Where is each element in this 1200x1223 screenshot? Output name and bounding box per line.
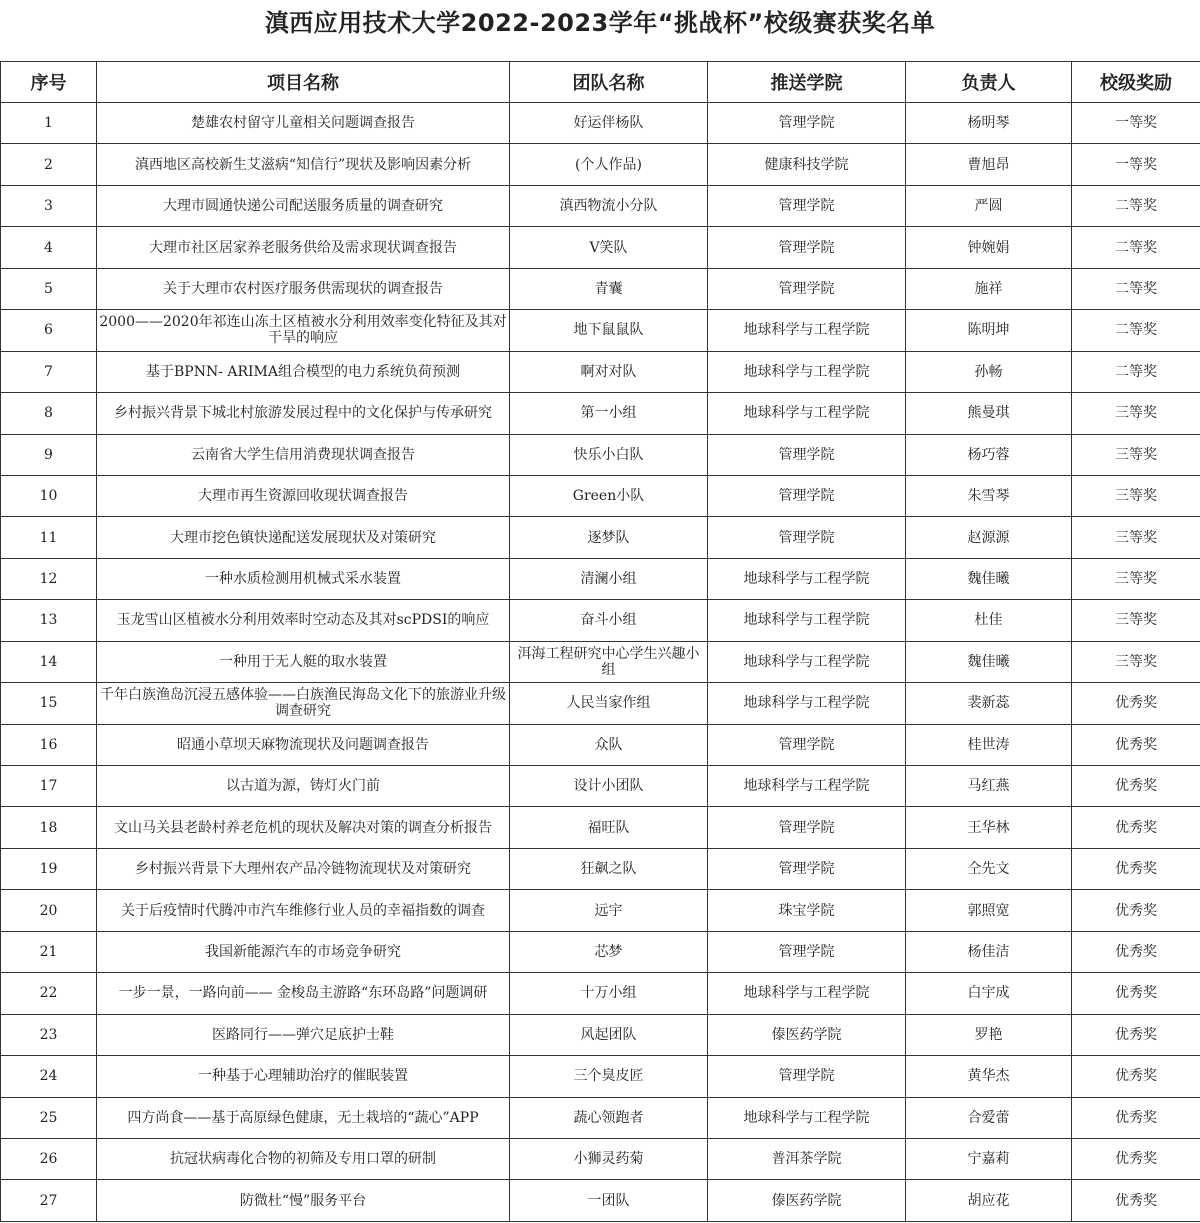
cell-team-name: 远宇: [510, 890, 708, 931]
cell-team-name: 地下鼠鼠队: [510, 310, 708, 351]
cell-leader: 杨佳洁: [906, 931, 1072, 972]
cell-college: 地球科学与工程学院: [708, 973, 906, 1014]
table-row: [1, 185, 1200, 226]
cell-college: 地球科学与工程学院: [708, 600, 906, 641]
cell-college: 管理学院: [708, 434, 906, 475]
cell-award: 优秀奖: [1072, 1180, 1200, 1222]
table-row: [1, 848, 1200, 889]
table-row: [1, 931, 1200, 972]
cell-project-name: 楚雄农村留守儿童相关问题调查报告: [97, 103, 510, 144]
cell-leader: 合爱蕾: [906, 1097, 1072, 1138]
cell-award: 二等奖: [1072, 351, 1200, 392]
cell-project-name: 滇西地区高校新生艾滋病“知信行”现状及影响因素分析: [97, 144, 510, 185]
cell-project-name: 一种水质检测用机械式采水装置: [97, 558, 510, 599]
cell-index: 5: [1, 268, 97, 309]
header-award: 校级奖励: [1072, 62, 1200, 103]
cell-team-name: 第一小组: [510, 393, 708, 434]
cell-team-name: 设计小团队: [510, 766, 708, 807]
cell-team-name: 小狮灵药菊: [510, 1138, 708, 1179]
table-row: [1, 434, 1200, 475]
cell-project-name: 四方尚食——基于高原绿色健康，无土栽培的“蔬心”APP: [97, 1097, 510, 1138]
table-row: [1, 1138, 1200, 1179]
table-row: [1, 1180, 1200, 1222]
table-row: [1, 973, 1200, 1014]
cell-project-name: 医路同行——弹穴足底护士鞋: [97, 1014, 510, 1055]
cell-index: 3: [1, 185, 97, 226]
cell-college: 管理学院: [708, 475, 906, 516]
cell-college: 地球科学与工程学院: [708, 393, 906, 434]
table-row: [1, 1056, 1200, 1097]
cell-award: 三等奖: [1072, 434, 1200, 475]
cell-award: 优秀奖: [1072, 1097, 1200, 1138]
cell-project-name: 大理市社区居家养老服务供给及需求现状调查报告: [97, 227, 510, 268]
cell-team-name: 奋斗小组: [510, 600, 708, 641]
cell-index: 17: [1, 766, 97, 807]
cell-leader: 王华林: [906, 807, 1072, 848]
cell-award: 优秀奖: [1072, 1138, 1200, 1179]
cell-college: 管理学院: [708, 1056, 906, 1097]
cell-college: 地球科学与工程学院: [708, 766, 906, 807]
cell-team-name: 芯梦: [510, 931, 708, 972]
table-row: [1, 766, 1200, 807]
cell-college: 地球科学与工程学院: [708, 641, 906, 682]
table-row: [1, 558, 1200, 599]
cell-award: 优秀奖: [1072, 890, 1200, 931]
cell-award: 三等奖: [1072, 558, 1200, 599]
cell-project-name: 文山马关县老龄村养老危机的现状及解决对策的调查分析报告: [97, 807, 510, 848]
cell-leader: 杜佳: [906, 600, 1072, 641]
cell-award: 三等奖: [1072, 600, 1200, 641]
cell-index: 22: [1, 973, 97, 1014]
cell-college: 地球科学与工程学院: [708, 351, 906, 392]
cell-project-name: 关于后疫情时代腾冲市汽车维修行业人员的幸福指数的调查: [97, 890, 510, 931]
table-row: [1, 641, 1200, 682]
cell-project-name: 防微杜“慢”服务平台: [97, 1180, 510, 1222]
cell-award: 三等奖: [1072, 641, 1200, 682]
cell-leader: 仝先文: [906, 848, 1072, 889]
cell-college: 管理学院: [708, 103, 906, 144]
header-team-name: 团队名称: [510, 62, 708, 103]
cell-leader: 曹旭昂: [906, 144, 1072, 185]
table-row: [1, 144, 1200, 185]
cell-index: 14: [1, 641, 97, 682]
cell-college: 地球科学与工程学院: [708, 310, 906, 351]
cell-leader: 宁嘉莉: [906, 1138, 1072, 1179]
cell-index: 6: [1, 310, 97, 351]
cell-award: 三等奖: [1072, 475, 1200, 516]
cell-team-name: 逐梦队: [510, 517, 708, 558]
cell-award: 优秀奖: [1072, 807, 1200, 848]
table-row: [1, 683, 1200, 724]
cell-leader: 桂世涛: [906, 724, 1072, 765]
award-table: [0, 61, 1200, 1222]
cell-project-name: 玉龙雪山区植被水分利用效率时空动态及其对scPDSI的响应: [97, 600, 510, 641]
cell-index: 25: [1, 1097, 97, 1138]
cell-college: 管理学院: [708, 807, 906, 848]
table-row: [1, 268, 1200, 309]
header-index: 序号: [1, 62, 97, 103]
cell-college: 地球科学与工程学院: [708, 1097, 906, 1138]
cell-college: 珠宝学院: [708, 890, 906, 931]
cell-project-name: 乡村振兴背景下大理州农产品冷链物流现状及对策研究: [97, 848, 510, 889]
cell-leader: 陈明坤: [906, 310, 1072, 351]
cell-award: 优秀奖: [1072, 766, 1200, 807]
cell-team-name: 风起团队: [510, 1014, 708, 1055]
cell-team-name: (个人作品): [510, 144, 708, 185]
cell-index: 26: [1, 1138, 97, 1179]
cell-college: 管理学院: [708, 724, 906, 765]
cell-award: 二等奖: [1072, 310, 1200, 351]
table-row: [1, 103, 1200, 144]
cell-college: 管理学院: [708, 268, 906, 309]
cell-college: 管理学院: [708, 517, 906, 558]
cell-project-name: 大理市再生资源回收现状调查报告: [97, 475, 510, 516]
cell-team-name: 福旺队: [510, 807, 708, 848]
cell-project-name: 一种基于心理辅助治疗的催眠装置: [97, 1056, 510, 1097]
cell-project-name: 2000——2020年祁连山冻土区植被水分利用效率变化特征及其对干旱的响应: [97, 310, 510, 351]
cell-award: 优秀奖: [1072, 683, 1200, 724]
cell-college: 管理学院: [708, 185, 906, 226]
cell-leader: 严圆: [906, 185, 1072, 226]
cell-leader: 魏佳曦: [906, 558, 1072, 599]
table-row: [1, 475, 1200, 516]
cell-award: 二等奖: [1072, 185, 1200, 226]
cell-index: 24: [1, 1056, 97, 1097]
table-row: [1, 310, 1200, 351]
cell-team-name: 人民当家作组: [510, 683, 708, 724]
cell-project-name: 抗冠状病毒化合物的初筛及专用口罩的研制: [97, 1138, 510, 1179]
table-row: [1, 1014, 1200, 1055]
cell-team-name: 啊对对队: [510, 351, 708, 392]
cell-leader: 魏佳曦: [906, 641, 1072, 682]
cell-leader: 胡应花: [906, 1180, 1072, 1222]
cell-leader: 熊曼琪: [906, 393, 1072, 434]
cell-index: 2: [1, 144, 97, 185]
cell-index: 9: [1, 434, 97, 475]
cell-project-name: 大理市圆通快递公司配送服务质量的调查研究: [97, 185, 510, 226]
table-row: [1, 1097, 1200, 1138]
cell-team-name: 快乐小白队: [510, 434, 708, 475]
cell-project-name: 千年白族渔岛沉浸五感体验——白族渔民海岛文化下的旅游业升级调查研究: [97, 683, 510, 724]
cell-team-name: Green小队: [510, 475, 708, 516]
cell-team-name: 狂飙之队: [510, 848, 708, 889]
cell-index: 15: [1, 683, 97, 724]
cell-project-name: 一种用于无人艇的取水装置: [97, 641, 510, 682]
cell-index: 21: [1, 931, 97, 972]
cell-college: 管理学院: [708, 848, 906, 889]
cell-college: 地球科学与工程学院: [708, 558, 906, 599]
cell-college: 傣医药学院: [708, 1014, 906, 1055]
cell-team-name: 众队: [510, 724, 708, 765]
cell-leader: 钟婉娟: [906, 227, 1072, 268]
cell-project-name: 昭通小草坝天麻物流现状及问题调查报告: [97, 724, 510, 765]
table-row: [1, 227, 1200, 268]
cell-team-name: 青囊: [510, 268, 708, 309]
cell-leader: 裴新蕊: [906, 683, 1072, 724]
cell-leader: 黄华杰: [906, 1056, 1072, 1097]
cell-index: 12: [1, 558, 97, 599]
header-leader: 负责人: [906, 62, 1072, 103]
cell-index: 7: [1, 351, 97, 392]
cell-team-name: 十万小组: [510, 973, 708, 1014]
header-college: 推送学院: [708, 62, 906, 103]
cell-index: 23: [1, 1014, 97, 1055]
cell-index: 18: [1, 807, 97, 848]
table-row: [1, 600, 1200, 641]
cell-team-name: 一团队: [510, 1180, 708, 1222]
page-title: 滇西应用技术大学2022-2023学年“挑战杯”校级赛获奖名单: [264, 9, 936, 37]
cell-index: 4: [1, 227, 97, 268]
cell-award: 二等奖: [1072, 227, 1200, 268]
cell-team-name: 蔬心领跑者: [510, 1097, 708, 1138]
cell-college: 管理学院: [708, 227, 906, 268]
cell-award: 优秀奖: [1072, 1014, 1200, 1055]
table-row: [1, 724, 1200, 765]
table-row: [1, 351, 1200, 392]
cell-award: 三等奖: [1072, 517, 1200, 558]
header-project-name: 项目名称: [97, 62, 510, 103]
cell-project-name: 关于大理市农村医疗服务供需现状的调查报告: [97, 268, 510, 309]
cell-award: 二等奖: [1072, 268, 1200, 309]
cell-college: 健康科技学院: [708, 144, 906, 185]
cell-leader: 施祥: [906, 268, 1072, 309]
cell-college: 普洱茶学院: [708, 1138, 906, 1179]
cell-leader: 孙畅: [906, 351, 1072, 392]
cell-index: 10: [1, 475, 97, 516]
cell-index: 13: [1, 600, 97, 641]
cell-award: 一等奖: [1072, 144, 1200, 185]
cell-index: 19: [1, 848, 97, 889]
cell-team-name: 清澜小组: [510, 558, 708, 599]
table-row: [1, 517, 1200, 558]
cell-leader: 朱雪琴: [906, 475, 1072, 516]
cell-team-name: 洱海工程研究中心学生兴趣小组: [510, 641, 708, 682]
cell-award: 优秀奖: [1072, 973, 1200, 1014]
table-body: [1, 103, 1200, 1222]
cell-index: 27: [1, 1180, 97, 1222]
cell-project-name: 以古道为源，铸灯火门前: [97, 766, 510, 807]
cell-award: 一等奖: [1072, 103, 1200, 144]
cell-index: 16: [1, 724, 97, 765]
cell-award: 优秀奖: [1072, 1056, 1200, 1097]
cell-award: 三等奖: [1072, 393, 1200, 434]
cell-index: 8: [1, 393, 97, 434]
cell-leader: 郭照宽: [906, 890, 1072, 931]
cell-award: 优秀奖: [1072, 931, 1200, 972]
table-row: [1, 890, 1200, 931]
cell-leader: 罗艳: [906, 1014, 1072, 1055]
cell-project-name: 乡村振兴背景下城北村旅游发展过程中的文化保护与传承研究: [97, 393, 510, 434]
cell-project-name: 云南省大学生信用消费现状调查报告: [97, 434, 510, 475]
cell-college: 傣医药学院: [708, 1180, 906, 1222]
table-row: [1, 393, 1200, 434]
cell-index: 1: [1, 103, 97, 144]
cell-team-name: 好运伴杨队: [510, 103, 708, 144]
cell-leader: 杨巧蓉: [906, 434, 1072, 475]
table-row: [1, 807, 1200, 848]
cell-project-name: 基于BPNN- ARIMA组合模型的电力系统负荷预测: [97, 351, 510, 392]
cell-award: 优秀奖: [1072, 848, 1200, 889]
cell-leader: 赵源源: [906, 517, 1072, 558]
table-header-row: [1, 62, 1200, 103]
cell-college: 地球科学与工程学院: [708, 683, 906, 724]
cell-leader: 杨明琴: [906, 103, 1072, 144]
cell-college: 管理学院: [708, 931, 906, 972]
cell-leader: 白宇成: [906, 973, 1072, 1014]
cell-project-name: 大理市挖色镇快递配送发展现状及对策研究: [97, 517, 510, 558]
cell-leader: 马红燕: [906, 766, 1072, 807]
cell-index: 11: [1, 517, 97, 558]
cell-team-name: 滇西物流小分队: [510, 185, 708, 226]
cell-team-name: 三个臭皮匠: [510, 1056, 708, 1097]
cell-team-name: V笑队: [510, 227, 708, 268]
cell-project-name: 一步一景，一路向前—— 金梭岛主游路“东环岛路”问题调研: [97, 973, 510, 1014]
cell-index: 20: [1, 890, 97, 931]
cell-award: 优秀奖: [1072, 724, 1200, 765]
cell-project-name: 我国新能源汽车的市场竞争研究: [97, 931, 510, 972]
